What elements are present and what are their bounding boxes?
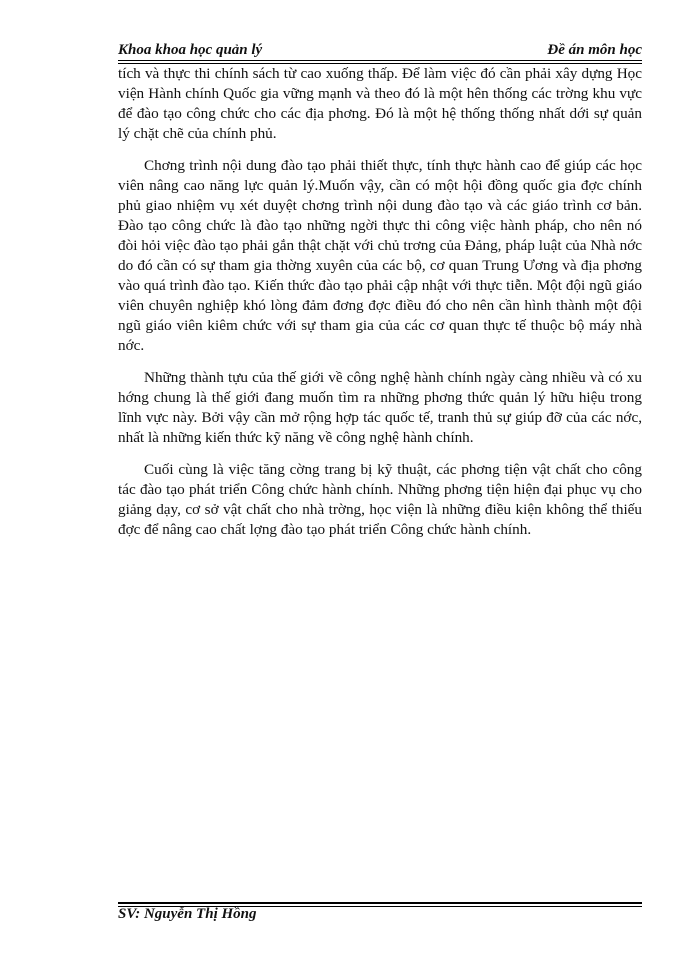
footer-divider: [118, 902, 642, 904]
paragraph-4: Cuối cùng là việc tăng cờng trang bị kỹ thuật, các phơng tiện vật chất cho công tác đào tạo phát triển Công chức hành chính. Những phơng tiện hiện đại phục vụ cho giảng dạy, cơ sở vật chất cho nhà trờng, học viện là những điều kiện không thể thiếu đợc để nâng cao chất lợng đào tạo phát triển Công chức hành chính.: [118, 461, 642, 538]
document-body: [118, 64, 642, 552]
paragraph-1: tích và thực thi chính sách từ cao xuống thấp. Để làm việc đó cần phải xây dựng Học viện Hành chính Quốc gia vững mạnh và theo đó là một hên thống các trờng khu vực để đào tạo công chức cho các địa phơng. Đó là một hệ thống thống nhất dới sự quản lý chặt chẽ của chính phủ.: [118, 65, 642, 142]
page-header: [118, 40, 642, 61]
header-document-type: Đề án môn học: [547, 42, 642, 58]
header-department: Khoa khoa học quản lý: [118, 42, 263, 58]
paragraph-3: Những thành tựu của thế giới về công nghệ hành chính ngày càng nhiều và có xu hớng chung là thế giới đang muốn tìm ra những phơng thức quản lý hữu hiệu trong lĩnh vực này. Bởi vậy cần mở rộng hợp tác quốc tế, tranh thủ sự giúp đỡ của các nớc, nhất là những kiến thức kỹ năng về công nghệ hành chính.: [118, 369, 642, 446]
footer-author: SV: Nguyễn Thị Hồng: [118, 906, 257, 922]
paragraph-2: Chơng trình nội dung đào tạo phải thiết thực, tính thực hành cao để giúp các học viên nâng cao năng lực quản lý.Muốn vậy, cần có một hội đồng quốc gia đợc chính phủ giao nhiệm vụ xét duyệt chơng trình nội dung đào tạo và các giáo trình cơ bản. Đào tạo công chức là đào tạo những ngời thực thi công việc hành pháp, cho nên nó đòi hỏi việc đào tạo phải gắn thật chặt với chủ trơng của Đảng, pháp luật của Nhà nớc do đó cần có sự tham gia thờng xuyên của các bộ, cơ quan Trung Ương và địa phơng vào quá trình đào tạo. Kiến thức đào tạo phải cập nhật với thực tiễn. Một đội ngũ giáo viên chuyên nghiệp khó lòng đảm đơng đợc điều đó cho nên cần hình thành một đội ngũ giáo viên kiêm chức với sự tham gia của các cơ quan thực tế thuộc bộ máy nhà nớc.: [118, 157, 642, 354]
